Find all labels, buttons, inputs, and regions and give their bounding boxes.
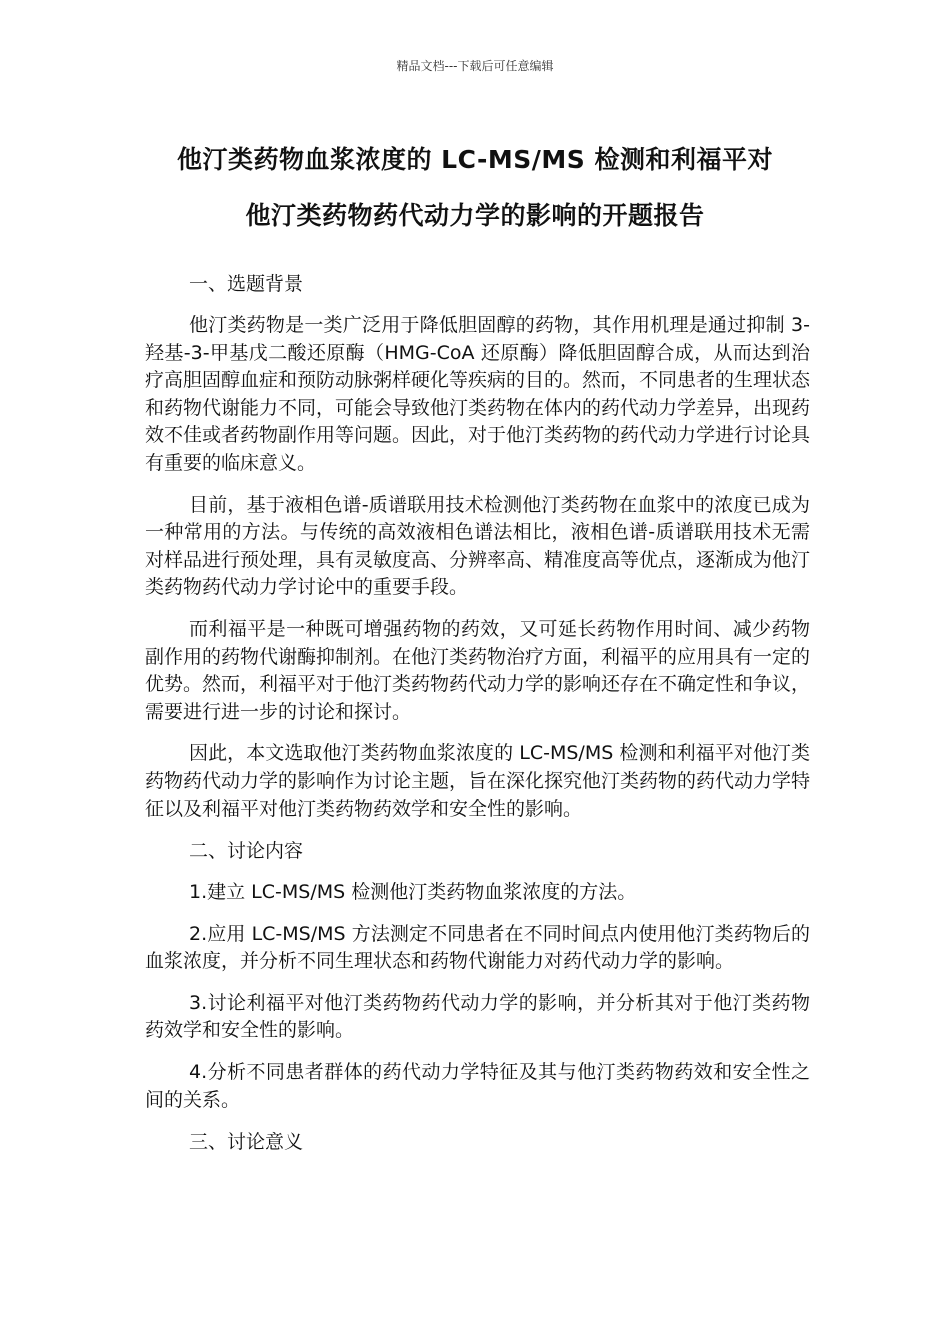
section-heading-background: 一、选题背景 <box>189 273 304 295</box>
paragraph: 他汀类药物是一类广泛用于降低胆固醇的药物，其作用机理是通过抑制 3-羟基-3-甲基戊二酸还原酶（HMG-CoA 还原酶）降低胆固醇合成，从而达到治疗高胆固醇血症和预防动脉粥样硬化等疾病的目的。然而，不同患者的生理状态和药物代谢能力不同，可能会导致他汀类药物在体内的药代动力学差异，出现药效不佳或者药物副作用等问题。因此，对于他汀类药物的药代动力学进行讨论具有重要的临床意义。 <box>145 314 811 474</box>
header-note: 精品文档---下载后可任意编辑 <box>396 59 554 73</box>
paragraph: 因此，本文选取他汀类药物血浆浓度的 LC-MS/MS 检测和利福平对他汀类药物药代动力学的影响作为讨论主题，旨在深化探究他汀类药物的药代动力学特征以及利福平对他汀类药物药效学和安全性的影响。 <box>145 742 811 820</box>
list-item: 1.建立 LC-MS/MS 检测他汀类药物血浆浓度的方法。 <box>189 881 637 904</box>
section-heading-significance: 三、讨论意义 <box>189 1131 304 1154</box>
document-body <box>145 270 810 1170</box>
document-title-line-2: 他汀类药物药代动力学的影响的开题报告 <box>245 201 705 230</box>
list-item: 4.分析不同患者群体的药代动力学特征及其与他汀类药物药效和安全性之间的关系。 <box>145 1061 810 1111</box>
paragraph: 而利福平是一种既可增强药物的药效，又可延长药物作用时间、减少药物副作用的药物代谢酶抑制剂。在他汀类药物治疗方面，利福平的应用具有一定的优势。然而，利福平对于他汀类药物药代动力学的影响还存在不确定性和争议，需要进行进一步的讨论和探讨。 <box>145 617 811 723</box>
list-item: 2.应用 LC-MS/MS 方法测定不同患者在不同时间点内使用他汀类药物后的血浆浓度，并分析不同生理状态和药物代谢能力对药代动力学的影响。 <box>145 922 810 973</box>
paragraph: 目前，基于液相色谱-质谱联用技术检测他汀类药物在血浆中的浓度已成为一种常用的方法。与传统的高效液相色谱法相比，液相色谱-质谱联用技术无需对样品进行预处理，具有灵敏度高、分辨率高、精准度高等优点，逐渐成为他汀类药物药代动力学讨论中的重要手段。 <box>145 493 811 599</box>
section-heading-content: 二、讨论内容 <box>189 840 304 863</box>
list-item: 3.讨论利福平对他汀类药物药代动力学的影响，并分析其对于他汀类药物药效学和安全性的影响。 <box>145 991 810 1042</box>
document-title-line-1: 他汀类药物血浆浓度的 LC-MS/MS 检测和利福平对 <box>176 145 774 174</box>
